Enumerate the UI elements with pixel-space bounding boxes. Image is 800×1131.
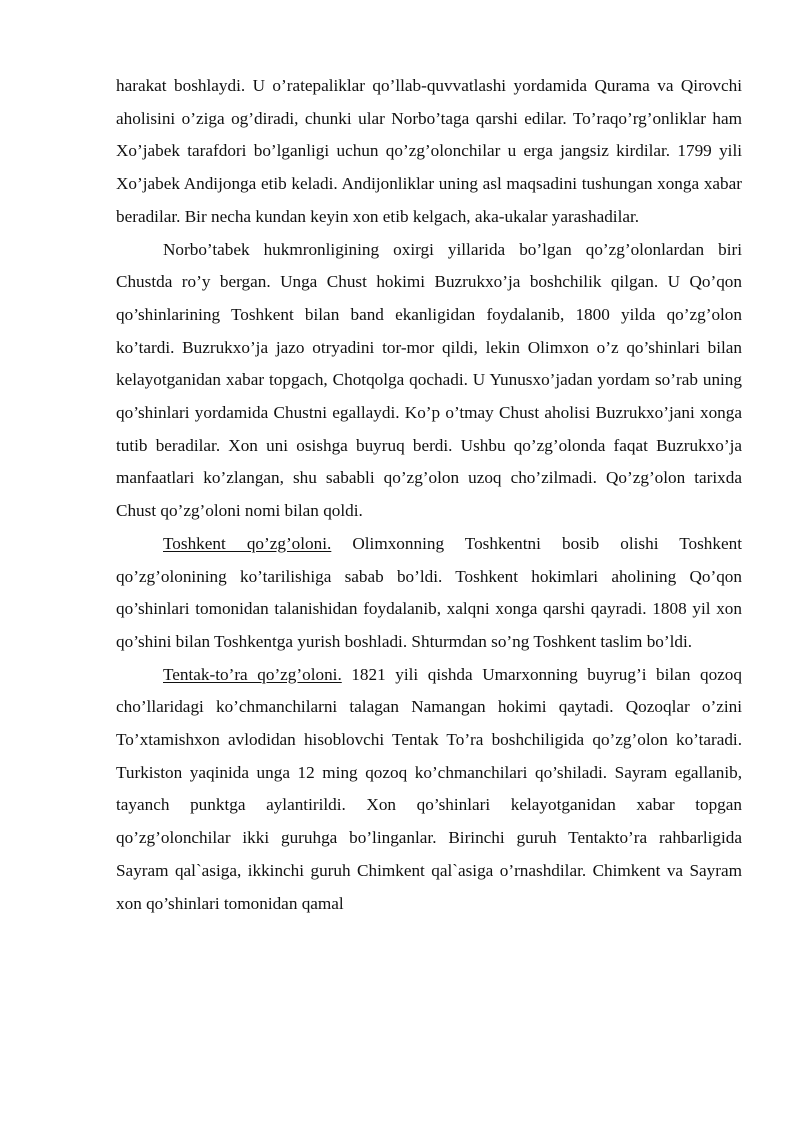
section-heading-tentak-tora: Tentak-to’ra qo’zg’oloni. [163, 664, 342, 684]
paragraph-3-text: Olimxonning Toshkentni bosib olishi Toshkent qo’zg’olonining ko’tarilishiga sabab bo’ldi. Toshkent hokimlari aholining Qo’qon qo’shinlari tomonidan talanishidan foydalanib, xalqni xonga qarshi qayradi. 1808 yil xon qo’shini bilan Toshkentga yurish boshladi. Shturmdan so’ng Toshkent taslim bo’ldi. [116, 533, 742, 651]
paragraph-2-text: Norbo’tabek hukmronligining oxirgi yillarida bo’lgan qo’zg’olonlardan biri Chustda ro’y bergan. Unga Chust hokimi Buzrukxo’ja boshchilik qilgan. U Qo’qon qo’shinlarining Toshkent bilan band ekanligidan foydalanib, 1800 yilda qo’zg’olon ko’tardi. Buzrukxo’ja jazo otryadini tor-mor qildi, lekin Olimxon o’z qo’shinlari bilan kelayotganidan xabar topgach, Chotqolga qochadi. U Yunusxo’jadan yordam so’rab uning qo’shinlari yordamida Chustni egallaydi. Ko’p o’tmay Chust aholisi Buzrukxo’jani xonga tutib beradilar. Xon uni osishga buyruq berdi. Ushbu qo’zg’olonda faqat Buzrukxo’ja manfaatlari ko’zlangan, shu sababli qo’zg’olon uzoq cho’zilmadi. Qo’zg’olon tarixda Chust qo’zg’oloni nomi bilan qoldi. [116, 239, 742, 521]
paragraph-3 [116, 528, 742, 659]
paragraph-4 [116, 659, 742, 921]
paragraph-4-text: 1821 yili qishda Umarxonning buyrug’i bilan qozoq cho’llaridagi ko’chmanchilarni talagan Namangan hokimi qaytadi. Qozoqlar o’zini To’xtamishxon avlodidan hisoblovchi Tentak To’ra boshchiligida qo’zg’olon ko’taradi. Turkiston yaqinida unga 12 ming qozoq ko’chmanchilari qo’shiladi. Sayram egallanib, tayanch punktga aylantirildi. Xon qo’shinlari kelayotganidan xabar topgan qo’zg’olonchilar ikki guruhga bo’linganlar. Birinchi guruh Tentakto’ra rahbarligida Sayram qal`asiga, ikkinchi guruh Chimkent qal`asiga o’rnashdilar. Chimkent va Sayram xon qo’shinlari tomonidan qamal [116, 664, 742, 913]
document-page [116, 70, 742, 920]
section-heading-toshkent: Toshkent qo’zg’oloni. [163, 533, 332, 553]
paragraph-2 [116, 234, 742, 528]
paragraph-1 [116, 70, 742, 234]
paragraph-1-text: harakat boshlaydi. U o’ratepaliklar qo’llab-quvvatlashi yordamida Qurama va Qirovchi aholisini o’ziga og’diradi, chunki ular Norbo’taga qarshi edilar. To’raqo’rg’onliklar ham Xo’jabek tarafdori bo’lganligi uchun qo’zg’olonchilar u erga jangsiz kirdilar. 1799 yili Xo’jabek Andijonga etib keladi. Andijonliklar uning asl maqsadini tushungan xonga xabar beradilar. Bir necha kundan keyin xon etib kelgach, aka-ukalar yarashadilar. [116, 76, 742, 226]
